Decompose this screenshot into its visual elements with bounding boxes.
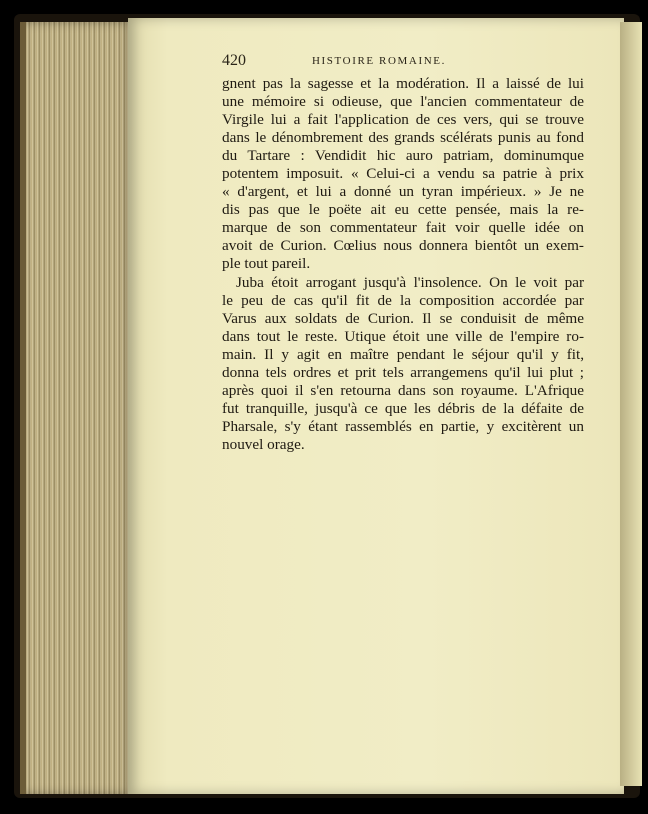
text-line: Virgile lui a fait l'application de ces vers, qui se trouve bbox=[222, 111, 584, 129]
text-line: avoit de Curion. Cœlius nous donnera bientôt un exem- bbox=[222, 237, 584, 255]
text-line: le peu de cas qu'il fit de la composition accordée par bbox=[222, 291, 584, 309]
text-line: après quoi il s'en retourna dans son royaume. L'Afrique bbox=[222, 381, 584, 399]
text-line: marque de son commentateur fait voir quelle idée on bbox=[222, 219, 584, 237]
page-edges bbox=[20, 22, 134, 794]
page-header bbox=[222, 52, 612, 72]
paragraph-1 bbox=[222, 75, 584, 274]
text-line: dis pas que le poëte ait eu cette pensée, mais la re- bbox=[222, 201, 584, 219]
text-line: « d'argent, et lui a donné un tyran impérieux. » Je ne bbox=[222, 183, 584, 201]
text-line: donna tels ordres et prit tels arrangemens qu'il lui plut ; bbox=[222, 363, 584, 381]
text-line: main. Il y agit en maître pendant le séjour qu'il y fit, bbox=[222, 345, 584, 363]
text-line: ple tout pareil. bbox=[222, 255, 311, 273]
text-line: Juba étoit arrogant jusqu'à l'insolence. On le voit par bbox=[236, 273, 584, 291]
text-line: une mémoire si odieuse, que l'ancien commentateur de bbox=[222, 93, 584, 111]
right-page-edge bbox=[620, 22, 642, 786]
text-line: Varus aux soldats de Curion. Il se conduisit de même bbox=[222, 309, 584, 327]
text-line: du Tartare : Vendidit hic auro patriam, dominumque bbox=[222, 147, 584, 165]
text-line: dans le dénombrement des grands scélérats punis au fond bbox=[222, 129, 584, 147]
text-line: gnent pas la sagesse et la modération. Il a laissé de lui bbox=[222, 75, 584, 92]
body-text bbox=[222, 75, 584, 454]
text-line: nouvel orage. bbox=[222, 435, 305, 453]
page-number: 420 bbox=[222, 52, 246, 69]
text-line: potentem imposuit. « Celui-ci a vendu sa patrie à prix bbox=[222, 165, 584, 183]
running-title: HISTOIRE ROMAINE. bbox=[312, 55, 446, 67]
text-line: Pharsale, s'y étant rassemblés en partie, y excitèrent un bbox=[222, 417, 584, 435]
text-line: dans tout le reste. Utique étoit une ville de l'empire ro- bbox=[222, 327, 584, 345]
text-line: fut tranquille, jusqu'à ce que les débris de la défaite de bbox=[222, 399, 584, 417]
paragraph-2 bbox=[222, 274, 584, 454]
